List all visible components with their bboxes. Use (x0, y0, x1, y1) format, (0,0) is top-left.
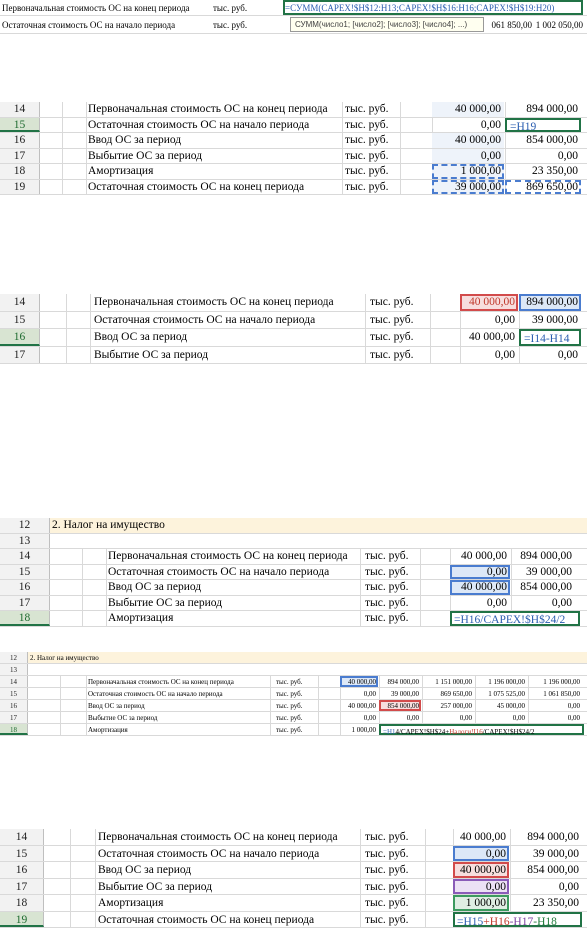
gridline (70, 862, 71, 878)
gridline (82, 611, 83, 626)
value-cell-i[interactable]: 23 350,00 (533, 897, 579, 909)
row-number[interactable]: 15 (0, 118, 40, 133)
sheet-row (0, 912, 587, 929)
sheet-row (0, 712, 587, 724)
value-cell-h[interactable]: 1 000,00 (453, 895, 509, 911)
gridline (62, 180, 63, 195)
row-label: Ввод ОС за период (88, 702, 145, 710)
unit-label: тыс. руб. (345, 134, 389, 146)
sheet-row (0, 611, 587, 627)
gridline (66, 294, 67, 311)
value-cell[interactable]: 0,00 (528, 712, 582, 723)
row-label: Первоначальная стоимость ОС на конец периода (98, 831, 338, 843)
unit-label: тыс. руб. (345, 149, 389, 162)
row-number[interactable]: 14 (0, 829, 44, 845)
formula-cell-editor[interactable] (283, 0, 583, 15)
unit-label: тыс. руб. (365, 880, 409, 893)
value-cell[interactable]: 0,00 (528, 700, 582, 711)
sheet-row (0, 149, 587, 165)
gridline (95, 862, 96, 878)
formula-cell-editor[interactable] (453, 912, 582, 928)
row-number[interactable]: 12 (0, 518, 50, 533)
screenshot-4 (0, 518, 587, 632)
value-cell-i[interactable]: =I14-H14 (519, 329, 581, 346)
row-number[interactable]: 14 (0, 294, 40, 311)
row-label: Выбытие ОС за период (88, 714, 158, 722)
gridline (360, 611, 361, 626)
value-cell[interactable]: 1 151 000,00 (422, 676, 474, 687)
row-number[interactable]: 18 (0, 724, 28, 735)
gridline (66, 329, 67, 346)
gridline (342, 102, 343, 117)
gridline (360, 862, 361, 878)
row-number[interactable]: 14 (0, 676, 28, 687)
gridline (70, 895, 71, 911)
row-label: Ввод ОС за период (108, 581, 202, 593)
gridline (70, 912, 71, 928)
unit-label: тыс. руб. (365, 897, 409, 909)
gridline (430, 294, 431, 311)
row-label: Остаточная стоимость ОС на начало периода (88, 690, 223, 698)
screenshot-1 (0, 0, 587, 36)
value-cell-i[interactable]: 39 000,00 (526, 565, 572, 578)
unit-label: тыс. руб. (365, 581, 409, 593)
gridline (425, 912, 426, 928)
unit-label: тыс. руб. (345, 165, 389, 177)
sheet-row (0, 534, 587, 550)
gridline (60, 688, 61, 699)
value-cell-h[interactable]: 0,00 (486, 596, 507, 609)
unit-label: тыс. руб. (213, 20, 248, 30)
sheet-row (0, 862, 587, 879)
unit-label: тыс. руб. (276, 702, 303, 710)
unit-label: тыс. руб. (345, 103, 389, 115)
gridline (60, 712, 61, 723)
gridline (430, 312, 431, 329)
row-label: Выбытие ОС за период (94, 348, 209, 361)
value-cell-h[interactable]: 40 000,00 (460, 294, 518, 311)
value-cell-i[interactable]: 39 000,00 (532, 313, 578, 326)
value-cell[interactable]: 1 000,00 (340, 724, 378, 735)
gridline (360, 895, 361, 911)
formula-part: =H15 (457, 915, 484, 927)
value-cell-h[interactable]: 0,00 (494, 348, 515, 361)
value-cell-h[interactable]: 39 000,00 (432, 180, 504, 195)
value-cell-h[interactable]: 0,00 (453, 846, 509, 862)
gridline (70, 879, 71, 895)
gridline (318, 676, 319, 687)
screenshot-2 (0, 102, 587, 202)
gridline (95, 879, 96, 895)
gridline (106, 565, 107, 580)
row-label: Первоначальная стоимость ОС на конец периода (88, 678, 234, 686)
gridline (62, 164, 63, 179)
row-label: Остаточная стоимость ОС на конец периода (98, 913, 315, 926)
sheet-row (0, 347, 587, 365)
value-cell[interactable]: 1 075 525,00 (475, 688, 527, 699)
gridline (342, 118, 343, 133)
gridline (86, 180, 87, 195)
gridline (106, 549, 107, 564)
row-number[interactable]: 13 (0, 534, 50, 549)
unit-label: тыс. руб. (276, 690, 303, 698)
gridline (86, 676, 87, 687)
sheet-row (0, 879, 587, 896)
sheet-row (0, 895, 587, 912)
gridline (86, 164, 87, 179)
sheet-row (0, 329, 587, 347)
sheet-row (0, 724, 587, 736)
gridline (360, 912, 361, 928)
row-number[interactable]: 15 (0, 312, 40, 329)
gridline (342, 149, 343, 164)
sheet-row (0, 180, 587, 196)
row-number[interactable]: 17 (0, 596, 50, 611)
value-cell[interactable]: 0,00 (379, 712, 421, 723)
gridline (270, 712, 271, 723)
gridline (82, 596, 83, 611)
row-number[interactable]: 15 (0, 565, 50, 580)
value-cell-i[interactable]: 894 000,00 (527, 831, 579, 843)
formula-part: =H1 (383, 728, 396, 736)
formula-cell-editor[interactable] (379, 724, 584, 735)
formula-part: 4/CAPEX!$H$24+ (395, 728, 450, 736)
value-cell-h[interactable]: 0,00 (453, 879, 509, 895)
value-cell-h[interactable]: 40 000,00 (461, 550, 507, 562)
gridline (106, 611, 107, 626)
row-label: Амортизация (88, 165, 154, 177)
value-cell-i[interactable]: 854 000,00 (526, 134, 578, 146)
section-title: 2. Налог на имущество (52, 519, 165, 531)
sheet-row (0, 688, 587, 700)
row-number[interactable]: 18 (0, 895, 44, 911)
value-cell-i[interactable]: 894 000,00 (519, 294, 581, 311)
gridline (365, 329, 366, 346)
gridline (86, 118, 87, 133)
value-cell[interactable]: 061 850,00 (491, 20, 532, 30)
gridline (95, 846, 96, 862)
sheet-row (0, 700, 587, 712)
formula-text: =СУММ(CAPEX!$H$12:H13;CAPEX!$H$16:H16;CAPEX!$H$19:H20) (285, 3, 555, 13)
formula-part: +H16 (483, 915, 510, 927)
gridline (90, 294, 91, 311)
value-cell[interactable]: 1 196 000,00 (528, 676, 582, 687)
gridline (425, 862, 426, 878)
unit-label: тыс. руб. (345, 180, 389, 193)
gridline (66, 312, 67, 329)
sheet-row (0, 16, 587, 34)
gridline (106, 596, 107, 611)
value-cell-i[interactable]: 0,00 (551, 596, 572, 609)
value-cell-h[interactable]: 1 000,00 (432, 164, 504, 179)
unit-label: тыс. руб. (276, 726, 303, 734)
value-cell-i[interactable]: 0,00 (557, 348, 578, 361)
sheet-row (0, 312, 587, 330)
unit-label: тыс. руб. (276, 678, 303, 686)
gridline (70, 846, 71, 862)
unit-label: тыс. руб. (365, 596, 409, 609)
value-cell[interactable]: 257 000,00 (422, 700, 474, 711)
value-cell-i[interactable]: 23 350,00 (532, 165, 578, 177)
value-cell[interactable]: 0,00 (340, 688, 378, 699)
gridline (270, 700, 271, 711)
value-cell-i[interactable]: 854 000,00 (520, 581, 572, 593)
row-number[interactable]: 16 (0, 700, 28, 711)
gridline (86, 688, 87, 699)
gridline (360, 549, 361, 564)
unit-label: тыс. руб. (370, 313, 414, 326)
gridline (62, 149, 63, 164)
unit-label: тыс. руб. (365, 565, 409, 578)
gridline (86, 700, 87, 711)
unit-label: тыс. руб. (365, 913, 409, 926)
sheet-row (0, 164, 587, 180)
row-label: Ввод ОС за период (88, 134, 182, 146)
row-label: Остаточная стоимость ОС на конец периода (88, 180, 305, 193)
value-cell-i[interactable]: =H19 (505, 118, 581, 133)
row-label: Первоначальная стоимость ОС на конец периода (108, 550, 348, 562)
sheet-row (0, 102, 587, 118)
unit-label: тыс. руб. (276, 714, 303, 722)
tooltip-text: СУММ(число1; [число2]; [число3]; [число4]; ...) (295, 20, 468, 29)
row-number[interactable]: 12 (0, 652, 28, 663)
value-cell-i[interactable]: 0,00 (558, 880, 579, 893)
value-cell-i[interactable]: 894 000,00 (520, 550, 572, 562)
unit-label: тыс. руб. (365, 831, 409, 843)
value-cell[interactable]: 1 196 000,00 (475, 676, 527, 687)
gridline (342, 133, 343, 148)
gridline (365, 312, 366, 329)
sheet-row (0, 0, 587, 16)
row-number[interactable]: 16 (0, 580, 50, 595)
row-label: Ввод ОС за период (98, 864, 192, 876)
value-cell-h[interactable]: 0,00 (494, 313, 515, 326)
gridline (270, 676, 271, 687)
gridline (95, 829, 96, 845)
row-label: Первоначальная стоимость ОС на конец периода (88, 103, 328, 115)
value-cell-i[interactable]: 39 000,00 (533, 847, 579, 860)
value-cell[interactable]: 0,00 (422, 712, 474, 723)
unit-label: тыс. руб. (370, 296, 414, 308)
unit-label: тыс. руб. (213, 3, 248, 13)
value-cell-i[interactable]: 869 650,00 (505, 180, 581, 195)
gridline (86, 133, 87, 148)
unit-label: тыс. руб. (370, 348, 414, 361)
value-cell-h[interactable]: 0,00 (480, 118, 501, 131)
gridline (90, 347, 91, 364)
row-label: Выбытие ОС за период (98, 880, 213, 893)
gridline (425, 879, 426, 895)
screenshot-6 (0, 826, 587, 930)
value-cell[interactable]: 0,00 (475, 712, 527, 723)
sheet-row (0, 596, 587, 612)
gridline (430, 329, 431, 346)
gridline (86, 724, 87, 735)
gridline (360, 879, 361, 895)
row-label: Остаточная стоимость ОС на начало периода (2, 20, 176, 30)
row-number[interactable]: 17 (0, 712, 28, 723)
gridline (342, 164, 343, 179)
sheet-row (0, 518, 587, 534)
value-cell[interactable]: 854 000,00 (379, 700, 421, 711)
row-label: Амортизация (98, 897, 164, 909)
gridline (360, 596, 361, 611)
value-cell-h[interactable]: 40 000,00 (432, 133, 504, 148)
sheet-row (0, 829, 587, 846)
value-cell-h[interactable]: 0,00 (432, 149, 504, 164)
gridline (62, 102, 63, 117)
screenshot-3 (0, 284, 587, 366)
value-cell-h[interactable]: =H16/CAPEX!$H$24/2 (450, 611, 580, 626)
gridline (82, 565, 83, 580)
value-cell-i[interactable]: 854 000,00 (527, 864, 579, 876)
formula-part: Налоги!I16 (449, 728, 483, 736)
row-label: Выбытие ОС за период (88, 149, 203, 162)
sheet-row (0, 580, 587, 596)
section-title: 2. Налог на имущество (30, 654, 99, 662)
sheet-row (0, 652, 587, 664)
gridline (66, 347, 67, 364)
value-cell[interactable]: 1 061 850,00 (528, 688, 582, 699)
gridline (95, 912, 96, 928)
row-label: Остаточная стоимость ОС на начало периода (88, 118, 310, 131)
gridline (90, 329, 91, 346)
sheet-row (0, 549, 587, 565)
gridline (360, 565, 361, 580)
value-cell-i[interactable] (511, 611, 575, 626)
row-number[interactable]: 14 (0, 549, 50, 564)
value-cell-i[interactable]: 0,00 (557, 149, 578, 162)
value-cell-h[interactable]: 40 000,00 (460, 831, 506, 843)
gridline (60, 724, 61, 735)
row-label: Амортизация (88, 726, 128, 734)
gridline (365, 294, 366, 311)
sheet-row (0, 846, 587, 863)
formula-part: -H18 (533, 915, 557, 927)
value-cell[interactable]: 39 000,00 (379, 688, 421, 699)
sheet-row (0, 664, 587, 676)
value-cell[interactable]: 869 650,00 (422, 688, 474, 699)
gridline (86, 149, 87, 164)
row-number[interactable]: 14 (0, 102, 40, 117)
gridline (95, 895, 96, 911)
gridline (425, 846, 426, 862)
sheet-row (0, 118, 587, 134)
gridline (62, 133, 63, 148)
value-cell[interactable]: 45 000,00 (475, 700, 527, 711)
row-number[interactable]: 18 (0, 164, 40, 179)
gridline (60, 676, 61, 687)
unit-label: тыс. руб. (365, 864, 409, 876)
gridline (82, 580, 83, 595)
sheet-row (0, 565, 587, 581)
gridline (270, 688, 271, 699)
row-number[interactable]: 18 (0, 611, 50, 626)
value-cell-i[interactable]: 894 000,00 (526, 103, 578, 115)
row-label: Первоначальная стоимость ОС на конец периода (2, 3, 190, 13)
row-label: Выбытие ОС за период (108, 596, 223, 609)
gridline (60, 700, 61, 711)
formula-part: -H17 (509, 915, 534, 927)
unit-label: тыс. руб. (365, 550, 409, 562)
row-number[interactable]: 13 (0, 664, 28, 675)
value-cell-h[interactable]: 40 000,00 (453, 862, 509, 878)
function-tooltip (290, 17, 484, 32)
value-cell-h[interactable]: 0,00 (450, 565, 510, 580)
value-cell[interactable]: 1 002 050,00 (535, 20, 583, 30)
gridline (318, 724, 319, 735)
row-number[interactable]: 16 (0, 862, 44, 878)
sheet-row (0, 133, 587, 149)
row-number[interactable]: 19 (0, 180, 40, 195)
value-cell-h[interactable]: 40 000,00 (432, 102, 504, 117)
row-label: Первоначальная стоимость ОС на конец периода (94, 296, 334, 308)
unit-label: тыс. руб. (365, 847, 409, 860)
gridline (70, 829, 71, 845)
row-label: Амортизация (108, 612, 174, 624)
value-cell-h[interactable]: 40 000,00 (469, 331, 515, 343)
row-number[interactable]: 17 (0, 879, 44, 895)
value-cell-h[interactable]: 40 000,00 (450, 580, 510, 595)
formula-part: /CAPEX!$H$24/2 (482, 728, 535, 736)
row-number[interactable]: 15 (0, 688, 28, 699)
row-number[interactable]: 17 (0, 347, 40, 364)
gridline (342, 180, 343, 195)
row-label: Ввод ОС за период (94, 331, 188, 343)
unit-label: тыс. руб. (365, 612, 409, 624)
gridline (360, 829, 361, 845)
gridline (82, 549, 83, 564)
gridline (430, 347, 431, 364)
row-number[interactable]: 15 (0, 846, 44, 862)
unit-label: тыс. руб. (345, 118, 389, 131)
row-number[interactable]: 16 (0, 329, 40, 346)
gridline (90, 312, 91, 329)
value-cell[interactable]: 0,00 (340, 712, 378, 723)
sheet-row (0, 676, 587, 688)
gridline (318, 700, 319, 711)
gridline (106, 580, 107, 595)
row-number[interactable]: 16 (0, 133, 40, 148)
unit-label: тыс. руб. (370, 331, 414, 343)
row-label: Остаточная стоимость ОС на начало периода (108, 565, 330, 578)
gridline (360, 580, 361, 595)
row-label: Остаточная стоимость ОС на начало периода (98, 847, 320, 860)
gridline (318, 688, 319, 699)
value-cell[interactable]: 40 000,00 (340, 700, 378, 711)
gridline (365, 347, 366, 364)
gridline (425, 895, 426, 911)
row-number[interactable]: 19 (0, 912, 44, 928)
value-cell[interactable]: 894 000,00 (379, 676, 421, 687)
gridline (318, 712, 319, 723)
gridline (62, 118, 63, 133)
row-label: Остаточная стоимость ОС на начало периода (94, 313, 316, 326)
gridline (86, 102, 87, 117)
gridline (360, 846, 361, 862)
gridline (425, 829, 426, 845)
row-number[interactable]: 17 (0, 149, 40, 164)
value-cell[interactable]: 40 000,00 (340, 676, 378, 687)
gridline (86, 712, 87, 723)
sheet-row (0, 294, 587, 312)
gridline (270, 724, 271, 735)
screenshot-5 (0, 652, 587, 738)
